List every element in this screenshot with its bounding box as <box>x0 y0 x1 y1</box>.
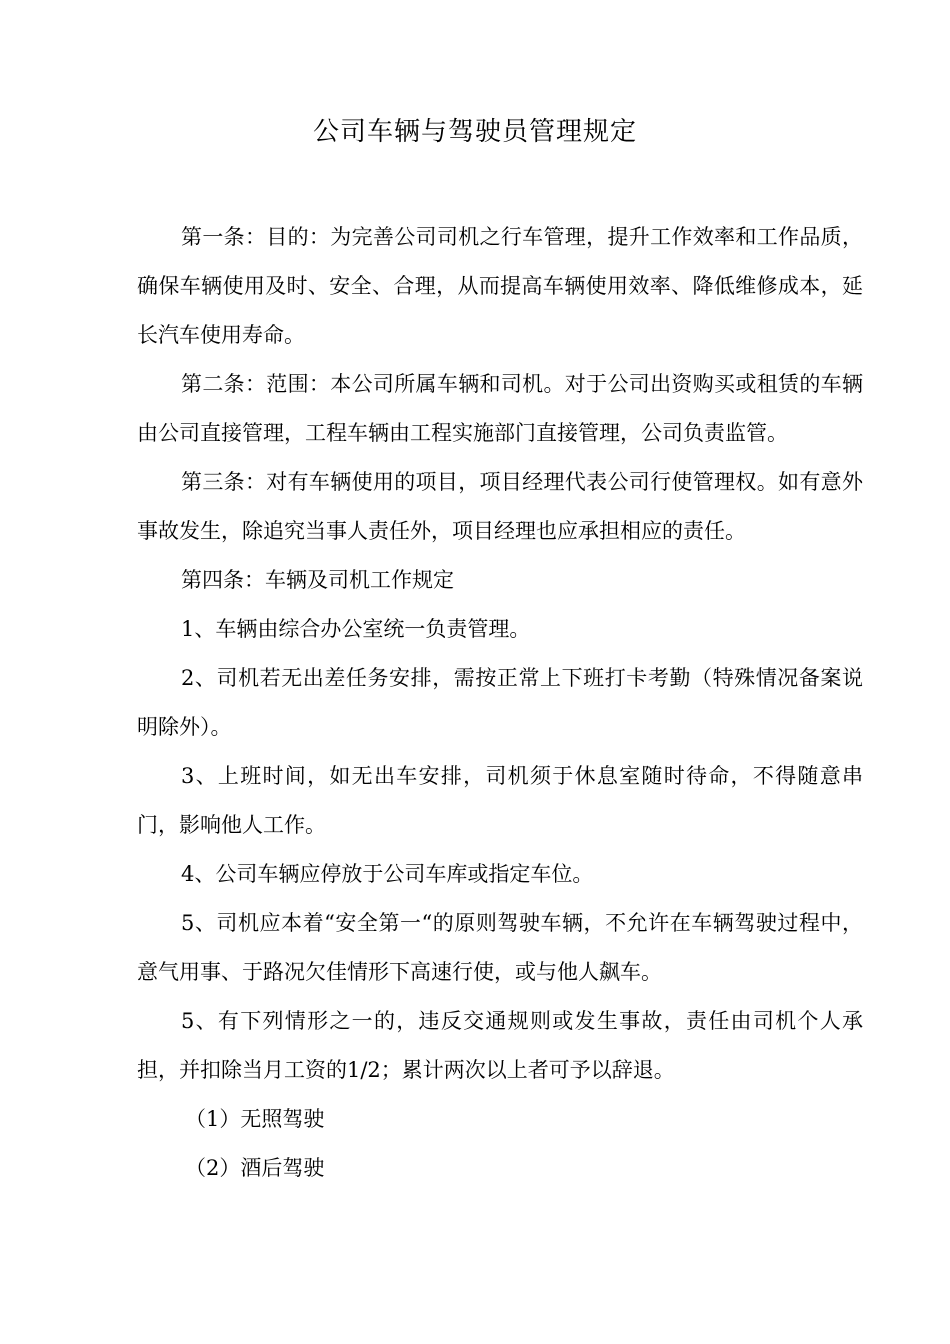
list-item-rule-2: 2、司机若无出差任务安排，需按正常上下班打卡考勤（特殊情况备案说明除外）。 <box>137 666 863 739</box>
paragraph-article-2: 第二条：范围：本公司所属车辆和司机。对于公司出资购买或租赁的车辆由公司直接管理，工程车辆由工程实施部门直接管理，公司负责监管。 <box>137 372 863 445</box>
document-body <box>137 213 863 1193</box>
list-item-rule-3: 3、上班时间，如无出车安排，司机须于休息室随时待命，不得随意串门，影响他人工作。 <box>137 764 863 837</box>
list-item-rule-1: 1、车辆由综合办公室统一负责管理。 <box>181 617 531 641</box>
sub-item-2: （2）酒后驾驶 <box>185 1156 325 1180</box>
list-item-rule-5a: 5、司机应本着“安全第一“的原则驾驶车辆，不允许在车辆驾驶过程中，意气用事、于路况欠佳情形下高速行使，或与他人飙车。 <box>137 911 863 984</box>
paragraph-article-1: 第一条：目的：为完善公司司机之行车管理，提升工作效率和工作品质，确保车辆使用及时、安全、合理，从而提高车辆使用效率、降低维修成本，延长汽车使用寿命。 <box>137 225 863 347</box>
paragraph-article-4: 第四条：车辆及司机工作规定 <box>181 568 454 592</box>
sub-item-1: （1）无照驾驶 <box>185 1107 325 1131</box>
list-item-rule-5b: 5、有下列情形之一的，违反交通规则或发生事故，责任由司机个人承担，并扣除当月工资的1/2；累计两次以上者可予以辞退。 <box>137 1009 863 1082</box>
list-item-rule-4: 4、公司车辆应停放于公司车库或指定车位。 <box>181 862 594 886</box>
paragraph-article-3: 第三条：对有车辆使用的项目，项目经理代表公司行使管理权。如有意外事故发生，除追究当事人责任外，项目经理也应承担相应的责任。 <box>137 470 863 543</box>
document-title: 公司车辆与驾驶员管理规定 <box>312 117 637 147</box>
